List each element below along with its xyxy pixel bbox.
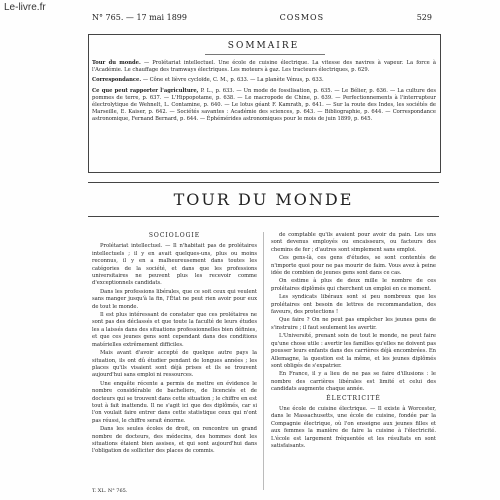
watermark: Le-livre.fr (4, 2, 46, 13)
sommaire-text: — Prolétariat intellectuel. Une école de cuisine électrique. La vitesse des navires à vapeur. La force à l'Académie. Le chauffage des tramways électriques. Les moteurs à gaz. Les tracteurs électriques, p. 629. (92, 60, 437, 74)
paragraph: Dans les professions libérales, que ce soit ceux qui veulent sans manger jusqu'à la fin, l'État ne peut rien avoir pour eux de tout le monde. (92, 288, 257, 310)
paragraph: Dans les seules écoles de droit, on rencontre un grand nombre de docteurs, des médecins, des hommes dont les situations étaient bien assises, et qui sont aujourd'hui dans l'obligation de solliciter des places de commis. (92, 426, 257, 455)
paragraph: Que faire ? On ne peut pas empêcher les jeunes gens de s'instruire ; il faut seulement les avertir. (271, 317, 436, 331)
sommaire-text: — Cône et lièvre cycloïde, C. M., p. 633. — La planète Vénus, p. 633. (141, 77, 324, 84)
paragraph: L'Université, prenant soin de tout le monde, ne peut faire qu'une chose utile : avertir les familles qu'elles ne doivent pas pousser leurs enfants dans des carrières déjà encombrées. En Allemagne, la question est la même, et les jeunes diplômés sont obligés de s'expatrier. (271, 333, 436, 369)
paragraph: de comptable qu'ils avaient pour avoir du pain. Les uns sont devenus employés ou encaisseurs, ou facteurs des chemins de fer ; d'autres sont simplement sans emploi. (271, 232, 436, 253)
paragraph: Mais avant d'avoir accepté de quelque autre pays la situation, ils ont dû étudier pendant de longues années ; les places qu'ils visaient sont déjà prises et ils se trouvent aujourd'hui sans emploi ni ressources. (92, 350, 257, 379)
sommaire-paragraph (92, 77, 436, 84)
sommaire-label: Correspondance. (92, 77, 142, 84)
paragraph: On estime à plus de deux mille le nombre de ces prolétaires diplômés qui cherchent un emploi en ce moment. (271, 278, 436, 292)
paragraph: Il est plus intéressant de constater que ces prolétaires ne sont pas des déclassés et que toute la faculté de leurs études les a laissés dans des situations professionnelles bien définies, et que ces jeunes gens sont cependant dans des conditions matérielles extrêmement difficiles. (92, 312, 257, 348)
section-title: TOUR DU MONDE (173, 190, 354, 209)
paragraph: Une école de cuisine électrique. — Il existe à Worcester, dans le Massachusetts, une école de cuisine, fondée par la Compagnie électrique, où l'on enseigne aux jeunes filles et aux femmes la manière de faire la cuisine à l'électricité. L'école est largement fréquentée et les résultats en sont satisfaisants. (271, 405, 436, 449)
sommaire-text: P. L., p. 633. — Un mode de fossilisation, p. 635. — Le Bélier, p. 636. — La culture des pommes de terre, p. 637. — L'Hippopotame, p. 638. — Le macropode de Chine, p. 639. — Perfectionnements à l'interrupteur électrolytique de Wehnelt, L. Contamine, p. 640. — Le lotus géant F. Kamrath, p. 641. — Sur la route des Indes, les sociétés de Marseille, E. Kaiser, p. 642. — Sociétés savantes : Académie des sciences, p. 643. — Bibliographie, p. 644. — Correspondance astronomique, Fernand Bernard, p. 644. — Éphémérides astronomiques pour le mois de juin 1899, p. 645. (92, 87, 436, 123)
right-column (271, 232, 436, 451)
sommaire-title: SOMMAIRE (227, 41, 300, 51)
sommaire-paragraph (92, 60, 436, 74)
sommaire-divider (205, 54, 325, 55)
paragraph: Une enquête récente a permis de mettre en évidence le nombre considérable de bacheliers, de licenciés et de docteurs qui se trouvent dans cette situation ; le chiffre en est tout à fait inattendu. Il ne s'agit ici que des diplômés, car si l'on voulait faire entrer dans cette statistique ceux qui n'ont pas réussi, le chiffre serait énorme. (92, 380, 257, 424)
page-number: 529 (416, 13, 432, 22)
column-subheading: ÉLECTRICITÉ (326, 394, 381, 402)
column-divider (263, 232, 264, 490)
paragraph: Les syndicats libéraux sont si peu nombreux que les prolétaires ont besoin de lettres de recommandation, des faveurs, des protections ! (271, 294, 436, 316)
sommaire-label: Ce que peut rapporter l'agriculture, (92, 87, 199, 94)
column-heading: SOCIOLOGIE (148, 232, 201, 239)
sommaire-label: Tour du monde. (92, 60, 141, 66)
paragraph: En France, il y a lieu de ne pas se faire d'illusions : le nombre des carrières libérales est limité et celui des candidats augmente chaque année. (271, 371, 436, 393)
issue-info: N° 765. — 17 mai 1899 (92, 13, 187, 22)
journal-name: COSMOS (279, 13, 325, 22)
sommaire-body (92, 60, 436, 127)
sommaire-paragraph (92, 88, 436, 124)
footnote: T. XL. N° 765. (92, 488, 128, 494)
paragraph: Prolétariat intellectuel. — Il n'habitait pas de prolétaires intellectuels ; il y en avait quelques-uns, plus ou moins reconnus, il y en a malheureusement dans toutes les catégories de la société, et dans que les professions universitaires ne peuvent plus les recevoir comme d'exceptionnels candidats. (92, 243, 257, 287)
left-column (92, 232, 257, 457)
title-rule-top (88, 182, 439, 183)
running-header (92, 13, 432, 22)
title-rule-bottom (88, 216, 439, 217)
paragraph: Ces gens-là, ces gens d'études, se sont contentés de n'importe quoi pour ne pas mourir de faim. Vous avez à peine idée de combien de jeunes gens sont dans ce cas. (271, 255, 436, 277)
